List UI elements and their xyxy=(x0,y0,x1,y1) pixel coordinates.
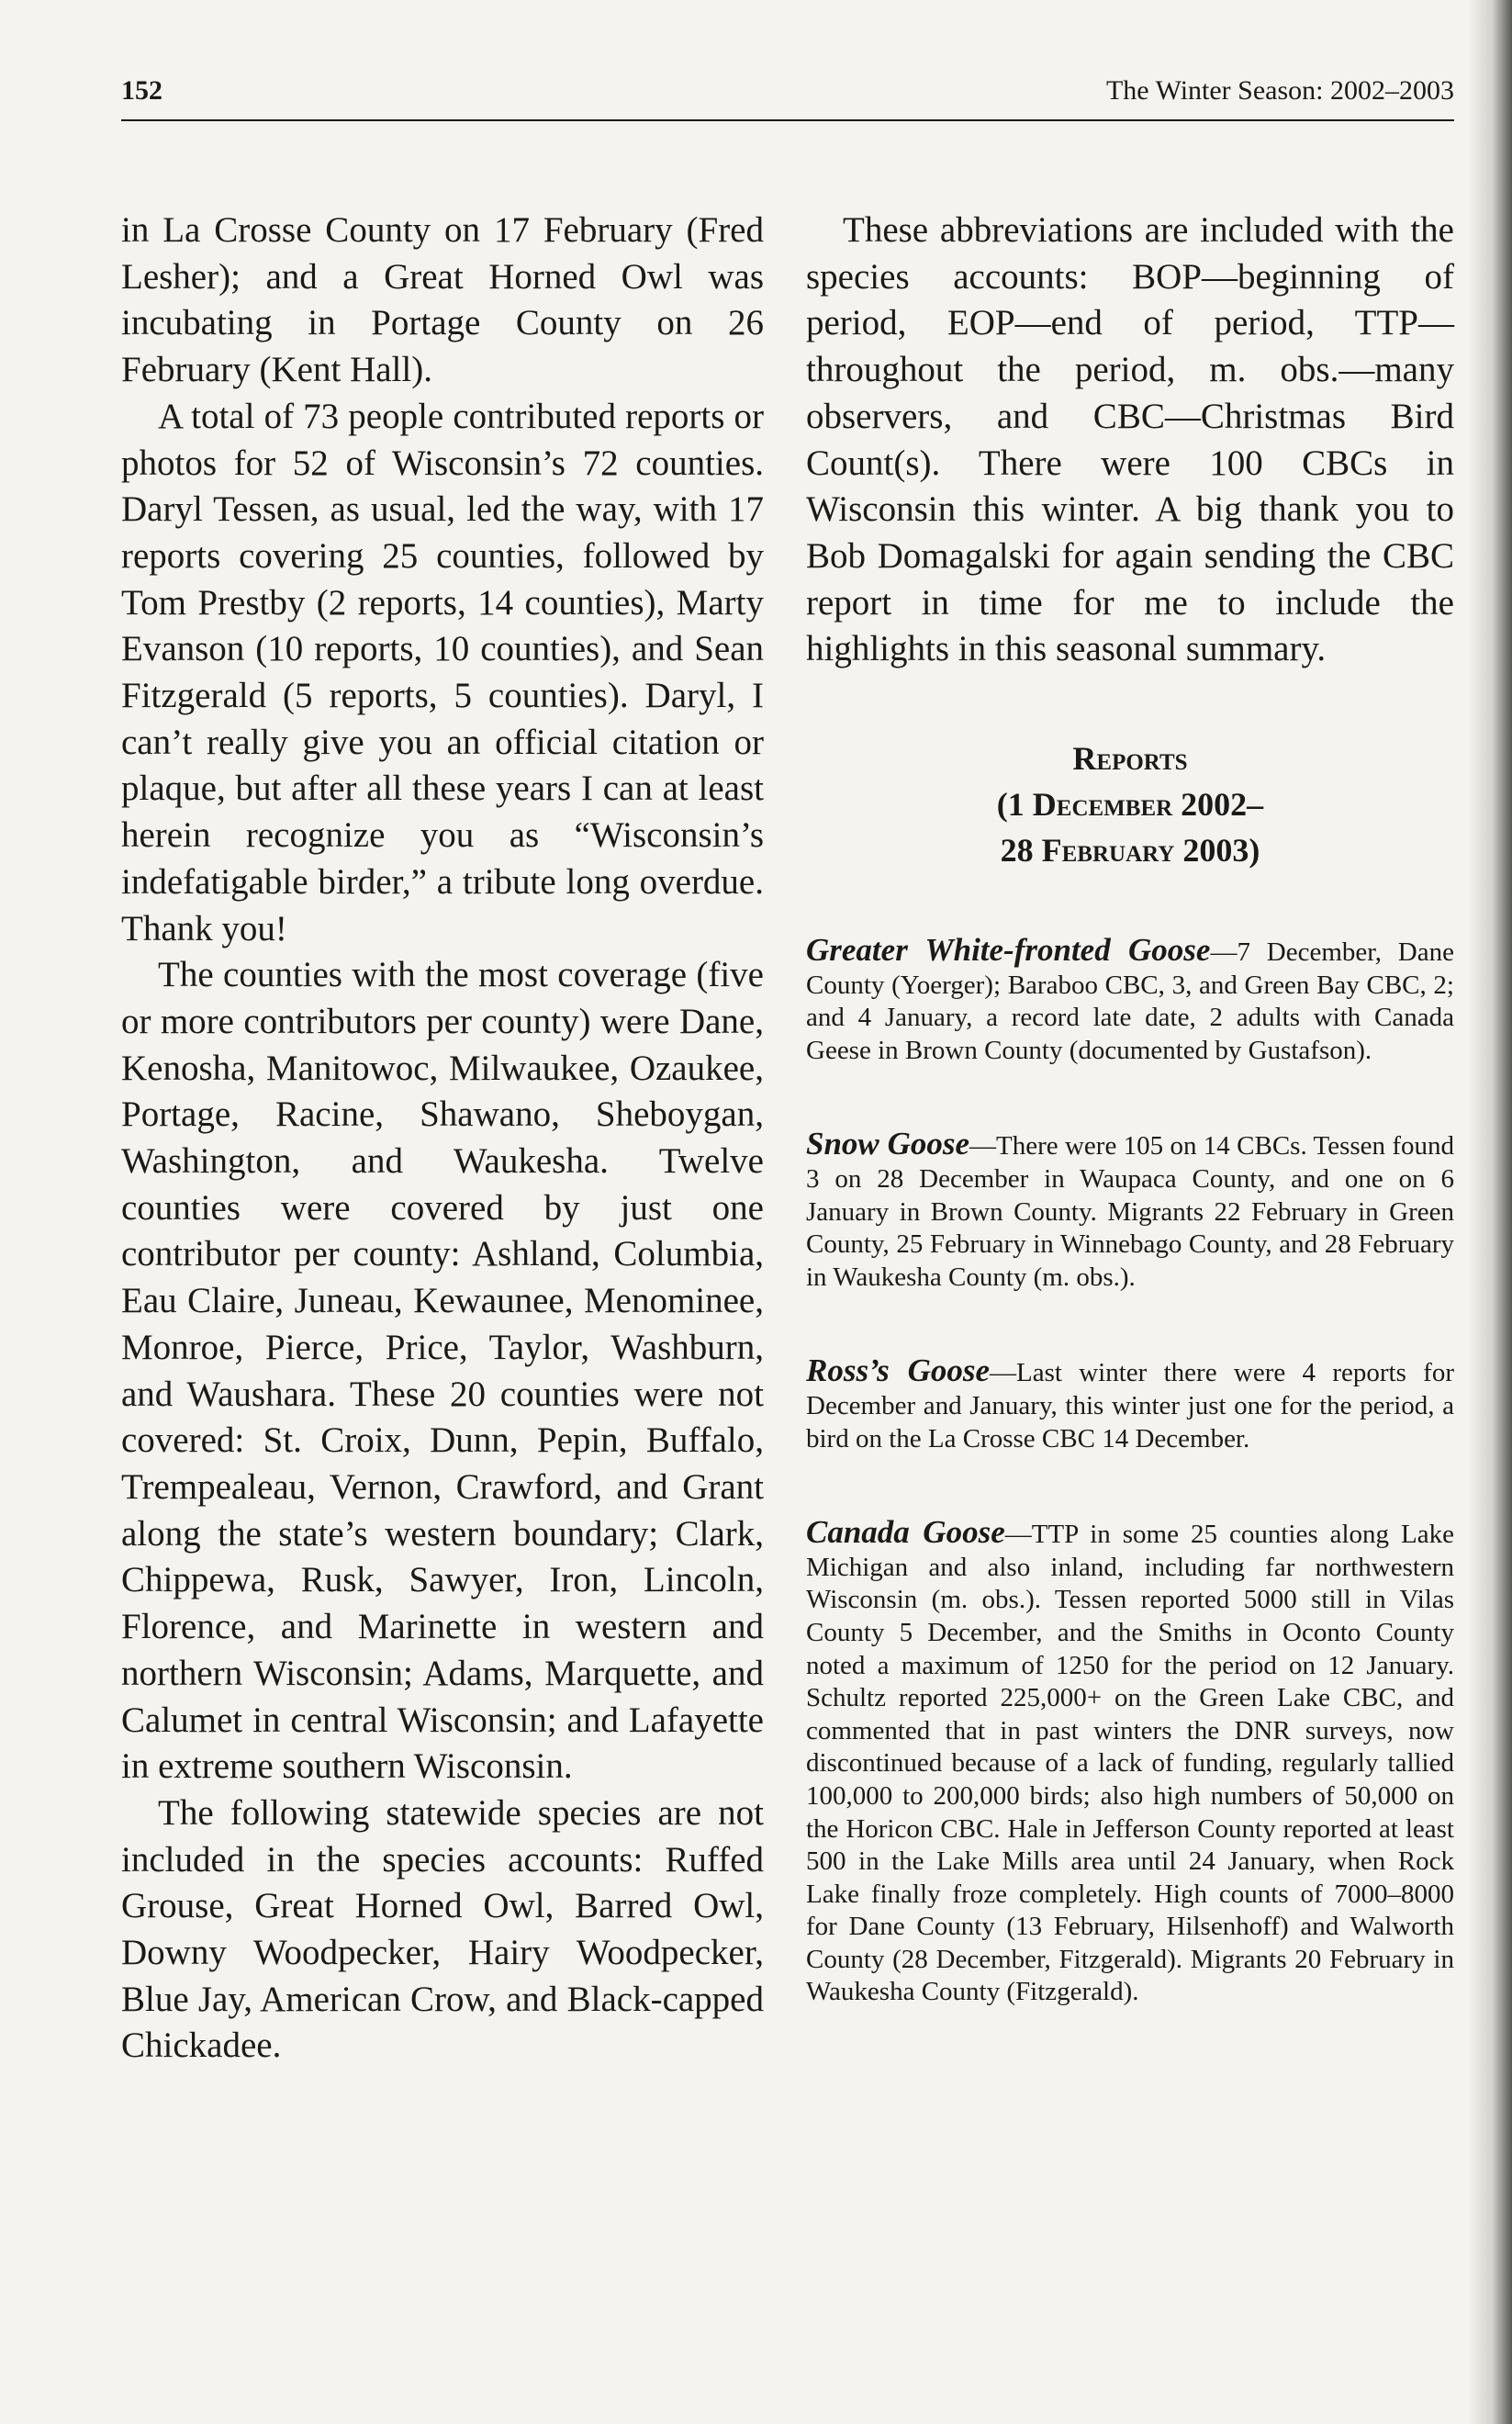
species-text: —TTP in some 25 counties along Lake Michigan and also inland, including far northwestern Wisconsin (m. obs.). Tessen reported 5000 still in Vilas County 5 December, and the Smiths in Oconto County noted a maximum of 1250 for the period on 12 January. Schultz reported 225,000+ on the Green Lake CBC, and commented that in past winters the DNR surveys, now discontinued because of a lack of funding, regularly tallied 100,000 to 200,000 birds; also high numbers of 50,000 on the Horicon CBC. Hale in Jefferson County reported at least 500 in the Lake Mills area until 24 January, when Rock Lake finally froze completely. High counts of 7000–8000 for Dane County (13 February, Hilsenhoff) and Walworth County (28 December, Fitzgerald). Migrants 20 February in Waukesha County (Fitzgerald). xyxy=(806,1520,1454,2007)
reports-heading-date-end: 28 February 2003) xyxy=(1000,832,1260,870)
species-account xyxy=(806,1354,1454,1455)
paragraph-continued: in La Crosse County on 17 February (Fred Lesher); and a Great Horned Owl was incubating in Portage County on 26 February (Kent Hall). xyxy=(121,210,764,390)
species-account xyxy=(806,1516,1454,2009)
page-edge-shadow xyxy=(1468,0,1512,2424)
page-number: 152 xyxy=(121,75,162,106)
page-header xyxy=(121,75,1454,123)
species-name: Ross’s Goose xyxy=(806,1352,990,1389)
reports-heading-date-start: (1 December 2002– xyxy=(996,786,1264,824)
left-column xyxy=(121,208,764,2070)
species-text: —Last winter there were 4 reports for December and January, this winter just one for the period, a bird on the La Crosse CBC 14 December. xyxy=(806,1358,1454,1453)
paragraph-contributors: A total of 73 people contributed reports or photos for 52 of Wisconsin’s 72 counties. Daryl Tessen, as usual, led the way, with 17 reports covering 25 counties, followed by Tom Prestby (2 reports, 14 counties), Marty Evanson (10 reports, 10 counties), and Sean Fitzgerald (5 reports, 5 counties). Daryl, I can’t really give you an official citation or plaque, but after all these years I can at least herein recognize you as “Wisconsin’s indefatigable birder,” a tribute long overdue. Thank you! xyxy=(121,396,764,948)
paragraph-abbreviations: These abbreviations are included with the species accounts: BOP—beginning of period, EOP—end of period, TTP—throughout the period, m. obs.—many observers, and CBC—Christmas Bird Count(s). There were 100 CBCs in Wisconsin this winter. A big thank you to Bob Domagalski for again sending the CBC report in time for me to include the highlights in this seasonal summary. xyxy=(806,210,1454,669)
right-column xyxy=(806,208,1454,2009)
species-account xyxy=(806,934,1454,1067)
paragraph-statewide-species: The following statewide species are not included in the species accounts: Ruffed Grouse, Great Horned Owl, Barred Owl, Downy Woodpecker, Hairy Woodpecker, Blue Jay, American Crow, and Black-capped Chickadee. xyxy=(121,1792,764,2066)
species-text: —There were 105 on 14 CBCs. Tessen found 3 on 28 December in Waupaca County, and one on 6 January in Brown County. Migrants 22 February in Green County, 25 February in Winnebago County, and 28 February in Waukesha County (m. obs.). xyxy=(806,1131,1454,1292)
species-name: Canada Goose xyxy=(806,1514,1005,1551)
species-name: Greater White-fronted Goose xyxy=(806,932,1211,969)
reports-heading-title: Reports xyxy=(1072,740,1188,778)
species-name: Snow Goose xyxy=(806,1126,970,1162)
species-account xyxy=(806,1128,1454,1294)
species-text: —7 December, Dane County (Yoerger); Baraboo CBC, 3, and Green Bay CBC, 2; and 4 January, a record late date, 2 adults with Canada Geese in Brown County (documented by Gustafson). xyxy=(806,937,1454,1065)
paragraph-county-coverage: The counties with the most coverage (five or more contributors per county) were Dane, Kenosha, Manitowoc, Milwaukee, Ozaukee, Portage, Racine, Shawano, Sheboygan, Washington, and Waukesha. Twelve counties were covered by just one contributor per county: Ashland, Columbia, Eau Claire, Juneau, Kewaunee, Menominee, Monroe, Pierce, Price, Taylor, Washburn, and Waushara. These 20 counties were not covered: St. Croix, Dunn, Pepin, Buffalo, Trempealeau, Vernon, Crawford, and Grant along the state’s western boundary; Clark, Chippewa, Rusk, Sawyer, Iron, Lincoln, Florence, and Marinette in western and northern Wisconsin; Adams, Marquette, and Calumet in central Wisconsin; and Lafayette in extreme southern Wisconsin. xyxy=(121,955,764,1787)
running-head: The Winter Season: 2002–2003 xyxy=(1105,75,1454,106)
header-rule xyxy=(121,119,1454,121)
reports-heading xyxy=(806,735,1454,873)
